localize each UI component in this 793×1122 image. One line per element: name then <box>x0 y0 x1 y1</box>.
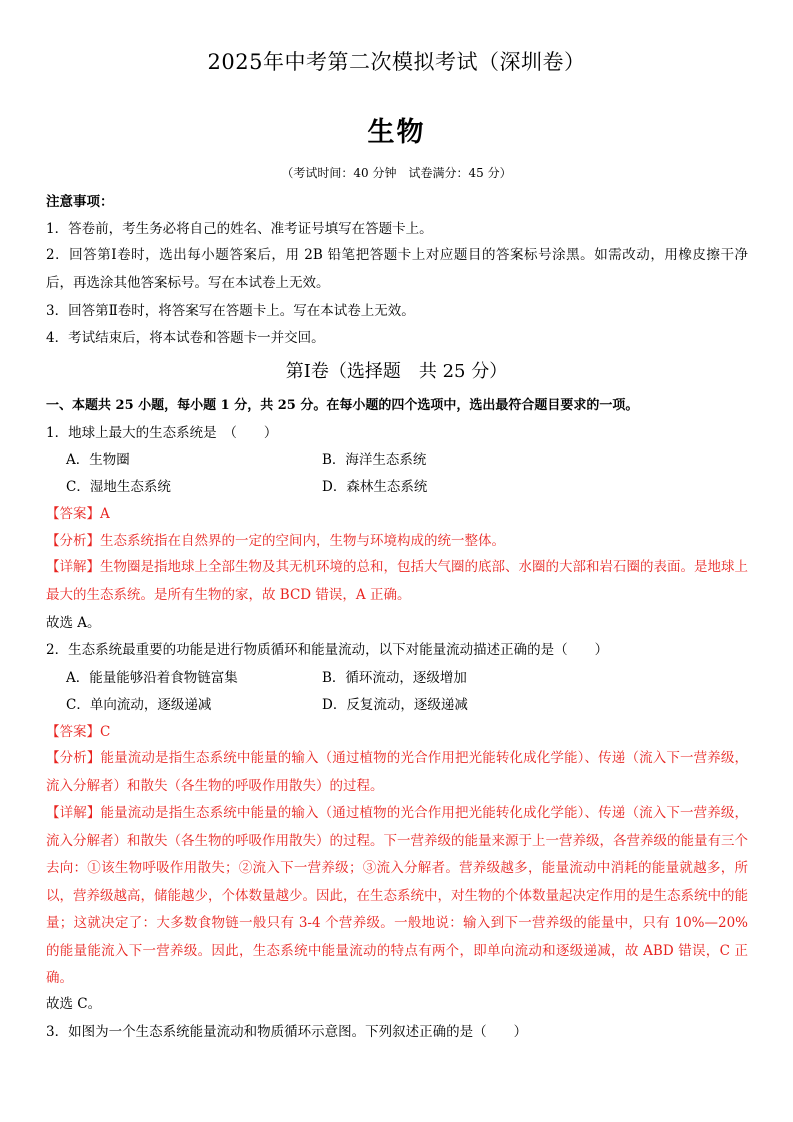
analysis-tag: 【分析】 <box>46 533 100 549</box>
note-item: 1．答卷前，考生务必将自己的姓名、准考证号填写在答题卡上。 <box>46 221 433 237</box>
detail-tag: 【详解】 <box>46 559 100 575</box>
section-instruction: 一、本题共 25 小题，每小题 1 分，共 25 分。在每小题的四个选项中，选出最符合题目要求的一项。 <box>46 398 639 413</box>
analysis-text: 生态系统指在自然界的一定的空间内，生物与环境构成的统一整体。 <box>100 533 505 549</box>
detail-tag: 【详解】 <box>46 805 101 821</box>
option-b: B．海洋生态系统 <box>322 452 427 468</box>
question-stem: 2．生态系统最重要的功能是进行物质循环和能量流动，以下对能量流动描述正确的是（ ） <box>46 642 609 658</box>
answer-line <box>46 504 110 524</box>
answer-value: C <box>100 724 111 740</box>
exam-title: 2025年中考第二次模拟考试（深圳卷） <box>207 50 586 74</box>
exam-time-info: （考试时间：40 分钟 试卷满分：45 分） <box>281 166 512 180</box>
option-b: B．循环流动，逐级增加 <box>322 670 467 686</box>
answer-line <box>46 722 110 742</box>
notes-heading: 注意事项： <box>46 194 114 210</box>
conclusion: 故选 A。 <box>46 615 101 631</box>
analysis-block <box>46 745 748 800</box>
question-stem: 1．地球上最大的生态系统是 （ ） <box>46 425 278 441</box>
option-c: C．湿地生态系统 <box>66 479 171 495</box>
question-stem: 3．如图为一个生态系统能量流动和物质循环示意图。下列叙述正确的是（ ） <box>46 1024 528 1040</box>
answer-tag: 【答案】 <box>46 506 100 522</box>
option-d: D．反复流动，逐级递减 <box>322 697 468 713</box>
answer-tag: 【答案】 <box>46 724 100 740</box>
answer-value: A <box>100 506 110 522</box>
note-item: 3．回答第Ⅱ卷时，将答案写在答题卡上。写在本试卷上无效。 <box>46 303 415 319</box>
detail-text: 生物圈是指地球上全部生物及其无机环境的总和，包括大气圈的底部、水圈的大部和岩石圈的表面。是地球上最大的生态系统。是所有生物的家，故 BCD 错误，A 正确。 <box>46 559 748 603</box>
note-item: 4．考试结束后，将本试卷和答题卡一并交回。 <box>46 330 325 346</box>
detail-block <box>46 554 748 609</box>
detail-block <box>46 800 748 993</box>
option-a: A．能量能够沿着食物链富集 <box>66 670 238 686</box>
option-a: A．生物圈 <box>66 452 130 468</box>
analysis-line <box>46 531 505 551</box>
subject-title: 生物 <box>367 117 426 148</box>
analysis-text: 能量流动是指生态系统中能量的输入（通过植物的光合作用把光能转化成化学能）、传递（流入下一营养级，流入分解者）和散失（各生物的呼吸作用散失）的过程。 <box>46 750 749 794</box>
conclusion: 故选 C。 <box>46 996 102 1012</box>
note-item: 2．回答第Ⅰ卷时，选出每小题答案后，用 2B 铅笔把答题卡上对应题目的答案标号涂黑。如需改动，用橡皮擦干净后，再选涂其他答案标号。写在本试卷上无效。 <box>46 247 748 291</box>
section-title: 第Ⅰ卷（选择题 共 25 分） <box>285 361 508 382</box>
option-c: C．单向流动，逐级递减 <box>66 697 212 713</box>
detail-text: 能量流动是指生态系统中能量的输入（通过植物的光合作用把光能转化成化学能）、传递（流入下一营养级，流入分解者）和散失（各生物的呼吸作用散失）的过程。下一营养级的能量来源于上一营养级，各营养级的能量有三个去向：①该生物呼吸作用散失；②流入下一营养级；③流入分解者。营养级越多，能量流动中消耗的能量就越多，所以，营养级越高，储能越少，个体数量越少。因此，在生态系统中，对生物的个体数量起决定作用的是生态系统中的能量；这就决定了：大多数食物链一般只有 3-4 个营养级。一般地说：输入到下一营养级的能量中，只有 10%—20%的能量能流入下一营养级。因此，生态系统中能量流动的特点有两个，即单向流动和逐级递减，故 ABD 错误，C 正确。 <box>46 805 749 986</box>
option-d: D．森林生态系统 <box>322 479 428 495</box>
analysis-tag: 【分析】 <box>46 750 101 766</box>
